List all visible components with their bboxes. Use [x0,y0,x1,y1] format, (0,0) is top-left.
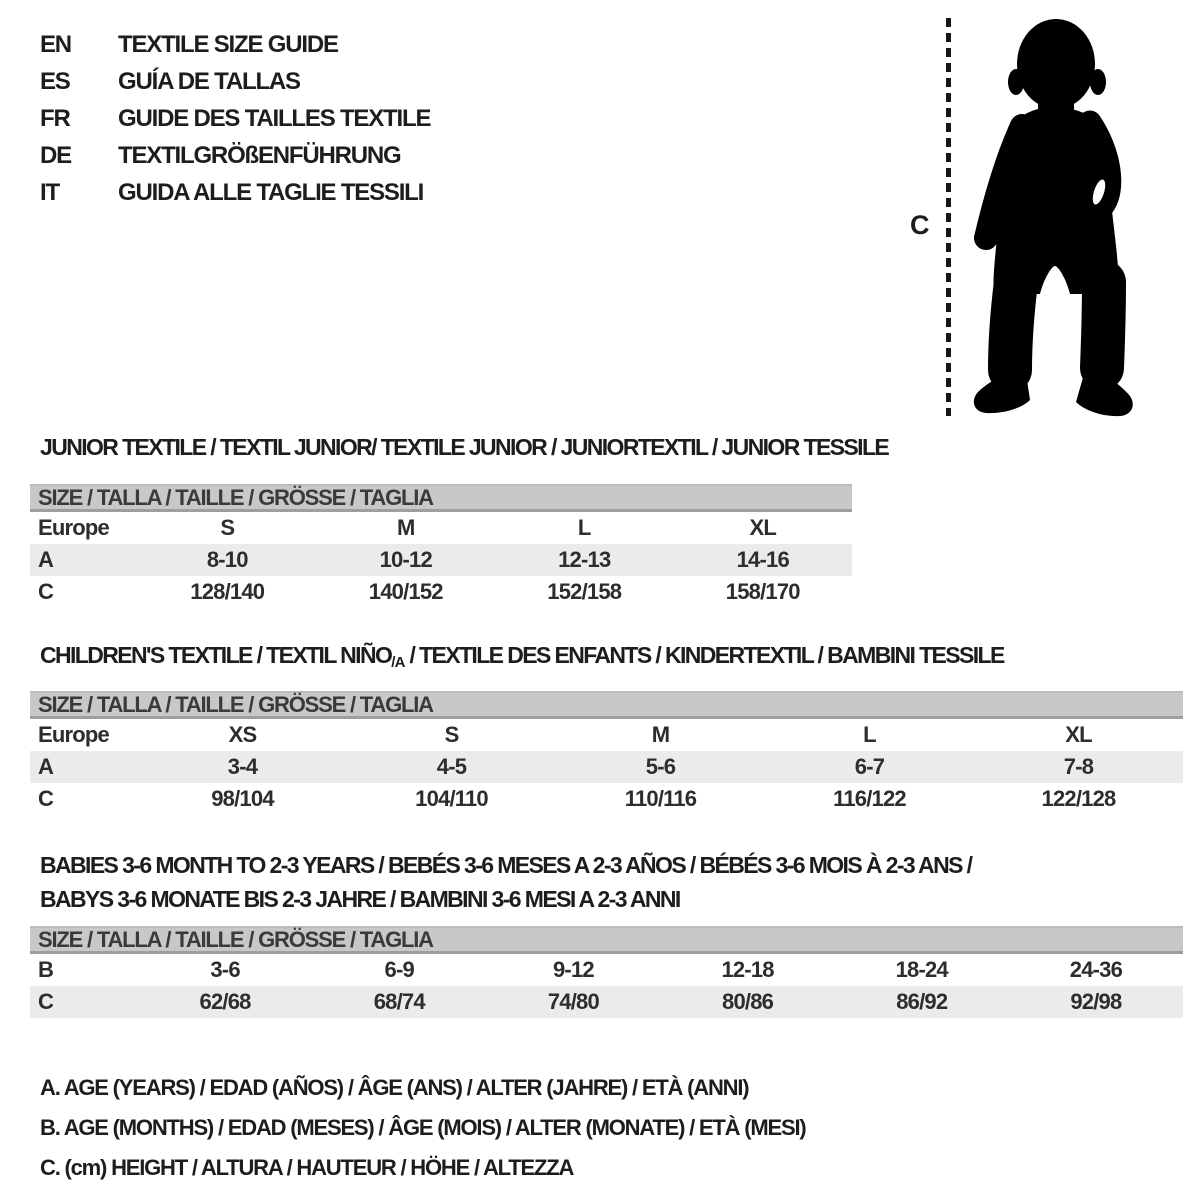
table-cell: 140/152 [368,579,443,604]
babies-title-line1: BABIES 3-6 MONTH TO 2-3 YEARS / BEBÉS 3-6 MESES A 2-3 AÑOS / BÉBÉS 3-6 MOIS À 2-3 ANS / [40,852,972,878]
table-cell: C [38,989,54,1014]
table-cell: 74/80 [547,989,599,1014]
table-cell: A [38,754,54,779]
lang-label: TEXTILGRÖßENFÜHRUNG [118,142,401,169]
junior-section-title: JUNIOR TEXTILE / TEXTIL JUNIOR/ TEXTILE JUNIOR / JUNIORTEXTIL / JUNIOR TESSILE [40,434,889,460]
table-cell: A [38,547,54,572]
lang-row-fr [40,100,430,137]
table-cell: 18-24 [895,957,948,982]
junior-size-table [30,484,852,608]
table-cell: 152/158 [547,579,622,604]
measurement-legend [40,1068,805,1188]
table-cell: 110/116 [624,786,697,811]
size-header-bar: SIZE / TALLA / TAILLE / GRÖSSE / TAGLIA [30,484,852,512]
table-cell: 158/170 [725,579,800,604]
table-row [30,576,852,608]
table-cell: 10-12 [379,547,432,572]
children-section-title [40,642,1004,671]
babies-size-table [30,926,1183,1018]
table-cell: 122/128 [1041,786,1116,811]
lang-row-en [40,26,430,63]
height-measure-dashed-line [946,18,951,416]
lang-label: GUÍA DE TALLAS [118,68,300,95]
legend-age-years: A. AGE (YEARS) / EDAD (AÑOS) / ÂGE (ANS) / ALTER (JAHRE) / ETÀ (ANNI) [40,1075,749,1100]
table-cell: S [444,722,459,747]
table-row [30,719,1183,751]
table-row [30,783,1183,815]
legend-height-cm: C. (cm) HEIGHT / ALTURA / HAUTEUR / HÖHE / ALTEZZA [40,1155,574,1180]
table-cell: 12-13 [558,547,611,572]
table-cell: 104/110 [415,786,488,811]
children-title-main: CHILDREN'S TEXTILE / TEXTIL NIÑO [40,642,392,668]
children-title-rest: / TEXTILE DES ENFANTS / KINDERTEXTIL / BAMBINI TESSILE [404,642,1004,668]
legend-age-months: B. AGE (MONTHS) / EDAD (MESES) / ÂGE (MOIS) / ALTER (MONATE) / ETÀ (MESI) [40,1115,806,1140]
language-title-list [40,26,430,211]
table-cell: 68/74 [373,989,425,1014]
table-cell: 5-6 [645,754,676,779]
lang-label: GUIDA ALLE TAGLIE TESSILI [118,179,424,206]
table-cell: Europe [38,722,109,747]
table-cell: 3-6 [210,957,240,982]
lang-code: DE [40,142,71,169]
babies-section-title [40,848,971,916]
lang-row-de [40,137,430,174]
table-cell: 6-9 [384,957,414,982]
table-row [30,544,852,576]
table-cell: C [38,579,54,604]
table-cell: XL [749,515,776,540]
lang-code: IT [40,179,59,206]
lang-label: TEXTILE SIZE GUIDE [118,31,338,58]
table-cell: 3-4 [227,754,258,779]
table-cell: 98/104 [211,786,274,811]
children-size-table [30,691,1183,815]
table-row [30,954,1183,986]
table-cell: 128/140 [190,579,265,604]
table-cell: L [577,515,591,540]
height-label-c: C [910,210,929,240]
table-cell: Europe [38,515,109,540]
lang-row-es [40,63,430,100]
table-cell: 8-10 [206,547,248,572]
table-cell: 86/92 [896,989,948,1014]
table-cell: 92/98 [1070,989,1122,1014]
table-cell: 62/68 [199,989,251,1014]
table-cell: 24-36 [1069,957,1123,982]
table-cell: 14-16 [736,547,789,572]
table-cell: 80/86 [722,989,774,1014]
lang-code: FR [40,105,70,132]
lang-code: ES [40,68,70,95]
size-header-bar: SIZE / TALLA / TAILLE / GRÖSSE / TAGLIA [30,691,1183,719]
table-cell: M [396,515,415,540]
table-cell: 6-7 [854,754,885,779]
lang-row-it [40,174,430,211]
table-cell: 12-18 [721,957,774,982]
table-cell: XS [228,722,257,747]
table-cell: 9-12 [552,957,594,982]
size-header-bar: SIZE / TALLA / TAILLE / GRÖSSE / TAGLIA [30,926,1183,954]
children-title-subscript: /A [391,654,405,671]
table-row [30,986,1183,1018]
table-cell: B [38,957,54,982]
table-cell: 4-5 [436,754,467,779]
toddler-silhouette-icon [958,14,1140,420]
table-cell: M [651,722,670,747]
table-cell: L [863,722,876,747]
table-cell: C [38,786,54,811]
table-cell: 116/122 [833,786,906,811]
table-cell: XL [1065,722,1092,747]
table-cell: 7-8 [1063,754,1094,779]
lang-code: EN [40,31,71,58]
babies-title-line2: BABYS 3-6 MONATE BIS 2-3 JAHRE / BAMBINI 3-6 MESI A 2-3 ANNI [40,886,680,912]
table-cell: S [220,515,235,540]
table-row [30,512,852,544]
lang-label: GUIDE DES TAILLES TEXTILE [118,105,431,132]
table-row [30,751,1183,783]
